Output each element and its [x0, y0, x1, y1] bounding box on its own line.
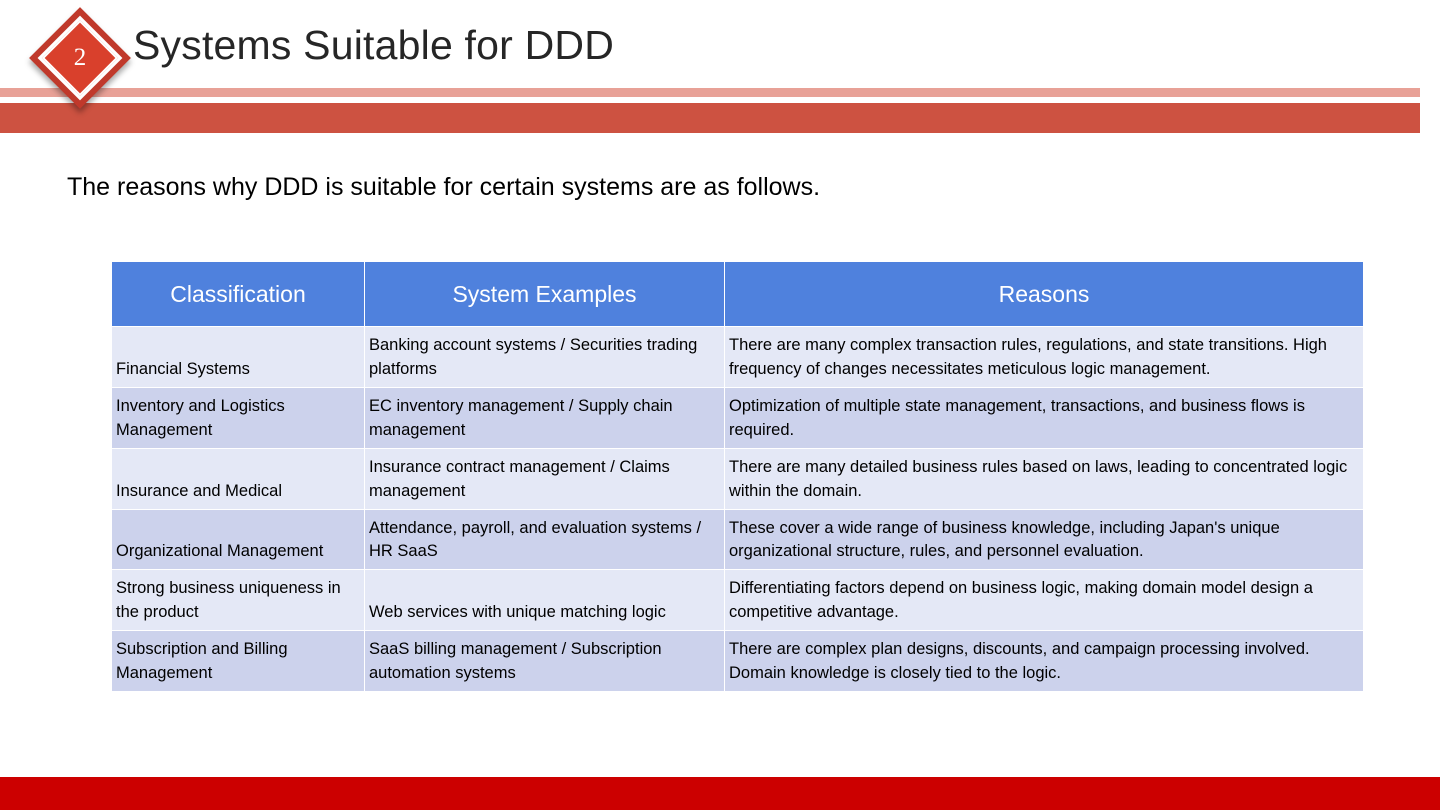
slide-header: [0, 0, 1440, 140]
table-row: [112, 327, 1364, 388]
page-title: Systems Suitable for DDD: [133, 22, 615, 68]
cell-classification: Financial Systems: [112, 327, 365, 388]
table-row: [112, 387, 1364, 448]
header-band-light: [0, 88, 1420, 97]
column-header-classification: Classification: [112, 262, 365, 327]
cell-examples: Attendance, payroll, and evaluation systems / HR SaaS: [365, 509, 725, 570]
cell-reasons: Optimization of multiple state management, transactions, and business flows is required.: [725, 387, 1364, 448]
cell-examples: Insurance contract management / Claims management: [365, 448, 725, 509]
table-header-row: [112, 262, 1364, 327]
table-row: [112, 631, 1364, 692]
cell-reasons: These cover a wide range of business knowledge, including Japan's unique organizational structure, rules, and personnel evaluation.: [725, 509, 1364, 570]
cell-reasons: Differentiating factors depend on business logic, making domain model design a competitive advantage.: [725, 570, 1364, 631]
cell-examples: SaaS billing management / Subscription automation systems: [365, 631, 725, 692]
table-row: [112, 448, 1364, 509]
column-header-reasons: Reasons: [725, 262, 1364, 327]
cell-classification: Organizational Management: [112, 509, 365, 570]
cell-reasons: There are complex plan designs, discounts, and campaign processing involved. Domain knowledge is closely tied to the logic.: [725, 631, 1364, 692]
cell-examples: EC inventory management / Supply chain management: [365, 387, 725, 448]
header-band: [0, 103, 1420, 133]
table-row: [112, 570, 1364, 631]
column-header-system-examples: System Examples: [365, 262, 725, 327]
slide-footer-bar: [0, 777, 1440, 810]
table-row: [112, 509, 1364, 570]
slide-number-badge: [30, 8, 130, 108]
cell-examples: Banking account systems / Securities trading platforms: [365, 327, 725, 388]
cell-reasons: There are many complex transaction rules, regulations, and state transitions. High frequency of changes necessitates meticulous logic management.: [725, 327, 1364, 388]
cell-classification: Insurance and Medical: [112, 448, 365, 509]
badge-number: 2: [73, 44, 87, 71]
cell-classification: Inventory and Logistics Management: [112, 387, 365, 448]
lead-paragraph: The reasons why DDD is suitable for certain systems are as follows.: [67, 173, 821, 201]
cell-reasons: There are many detailed business rules based on laws, leading to concentrated logic within the domain.: [725, 448, 1364, 509]
systems-table: [111, 261, 1364, 692]
cell-examples: Web services with unique matching logic: [365, 570, 725, 631]
cell-classification: Subscription and Billing Management: [112, 631, 365, 692]
cell-classification: Strong business uniqueness in the product: [112, 570, 365, 631]
